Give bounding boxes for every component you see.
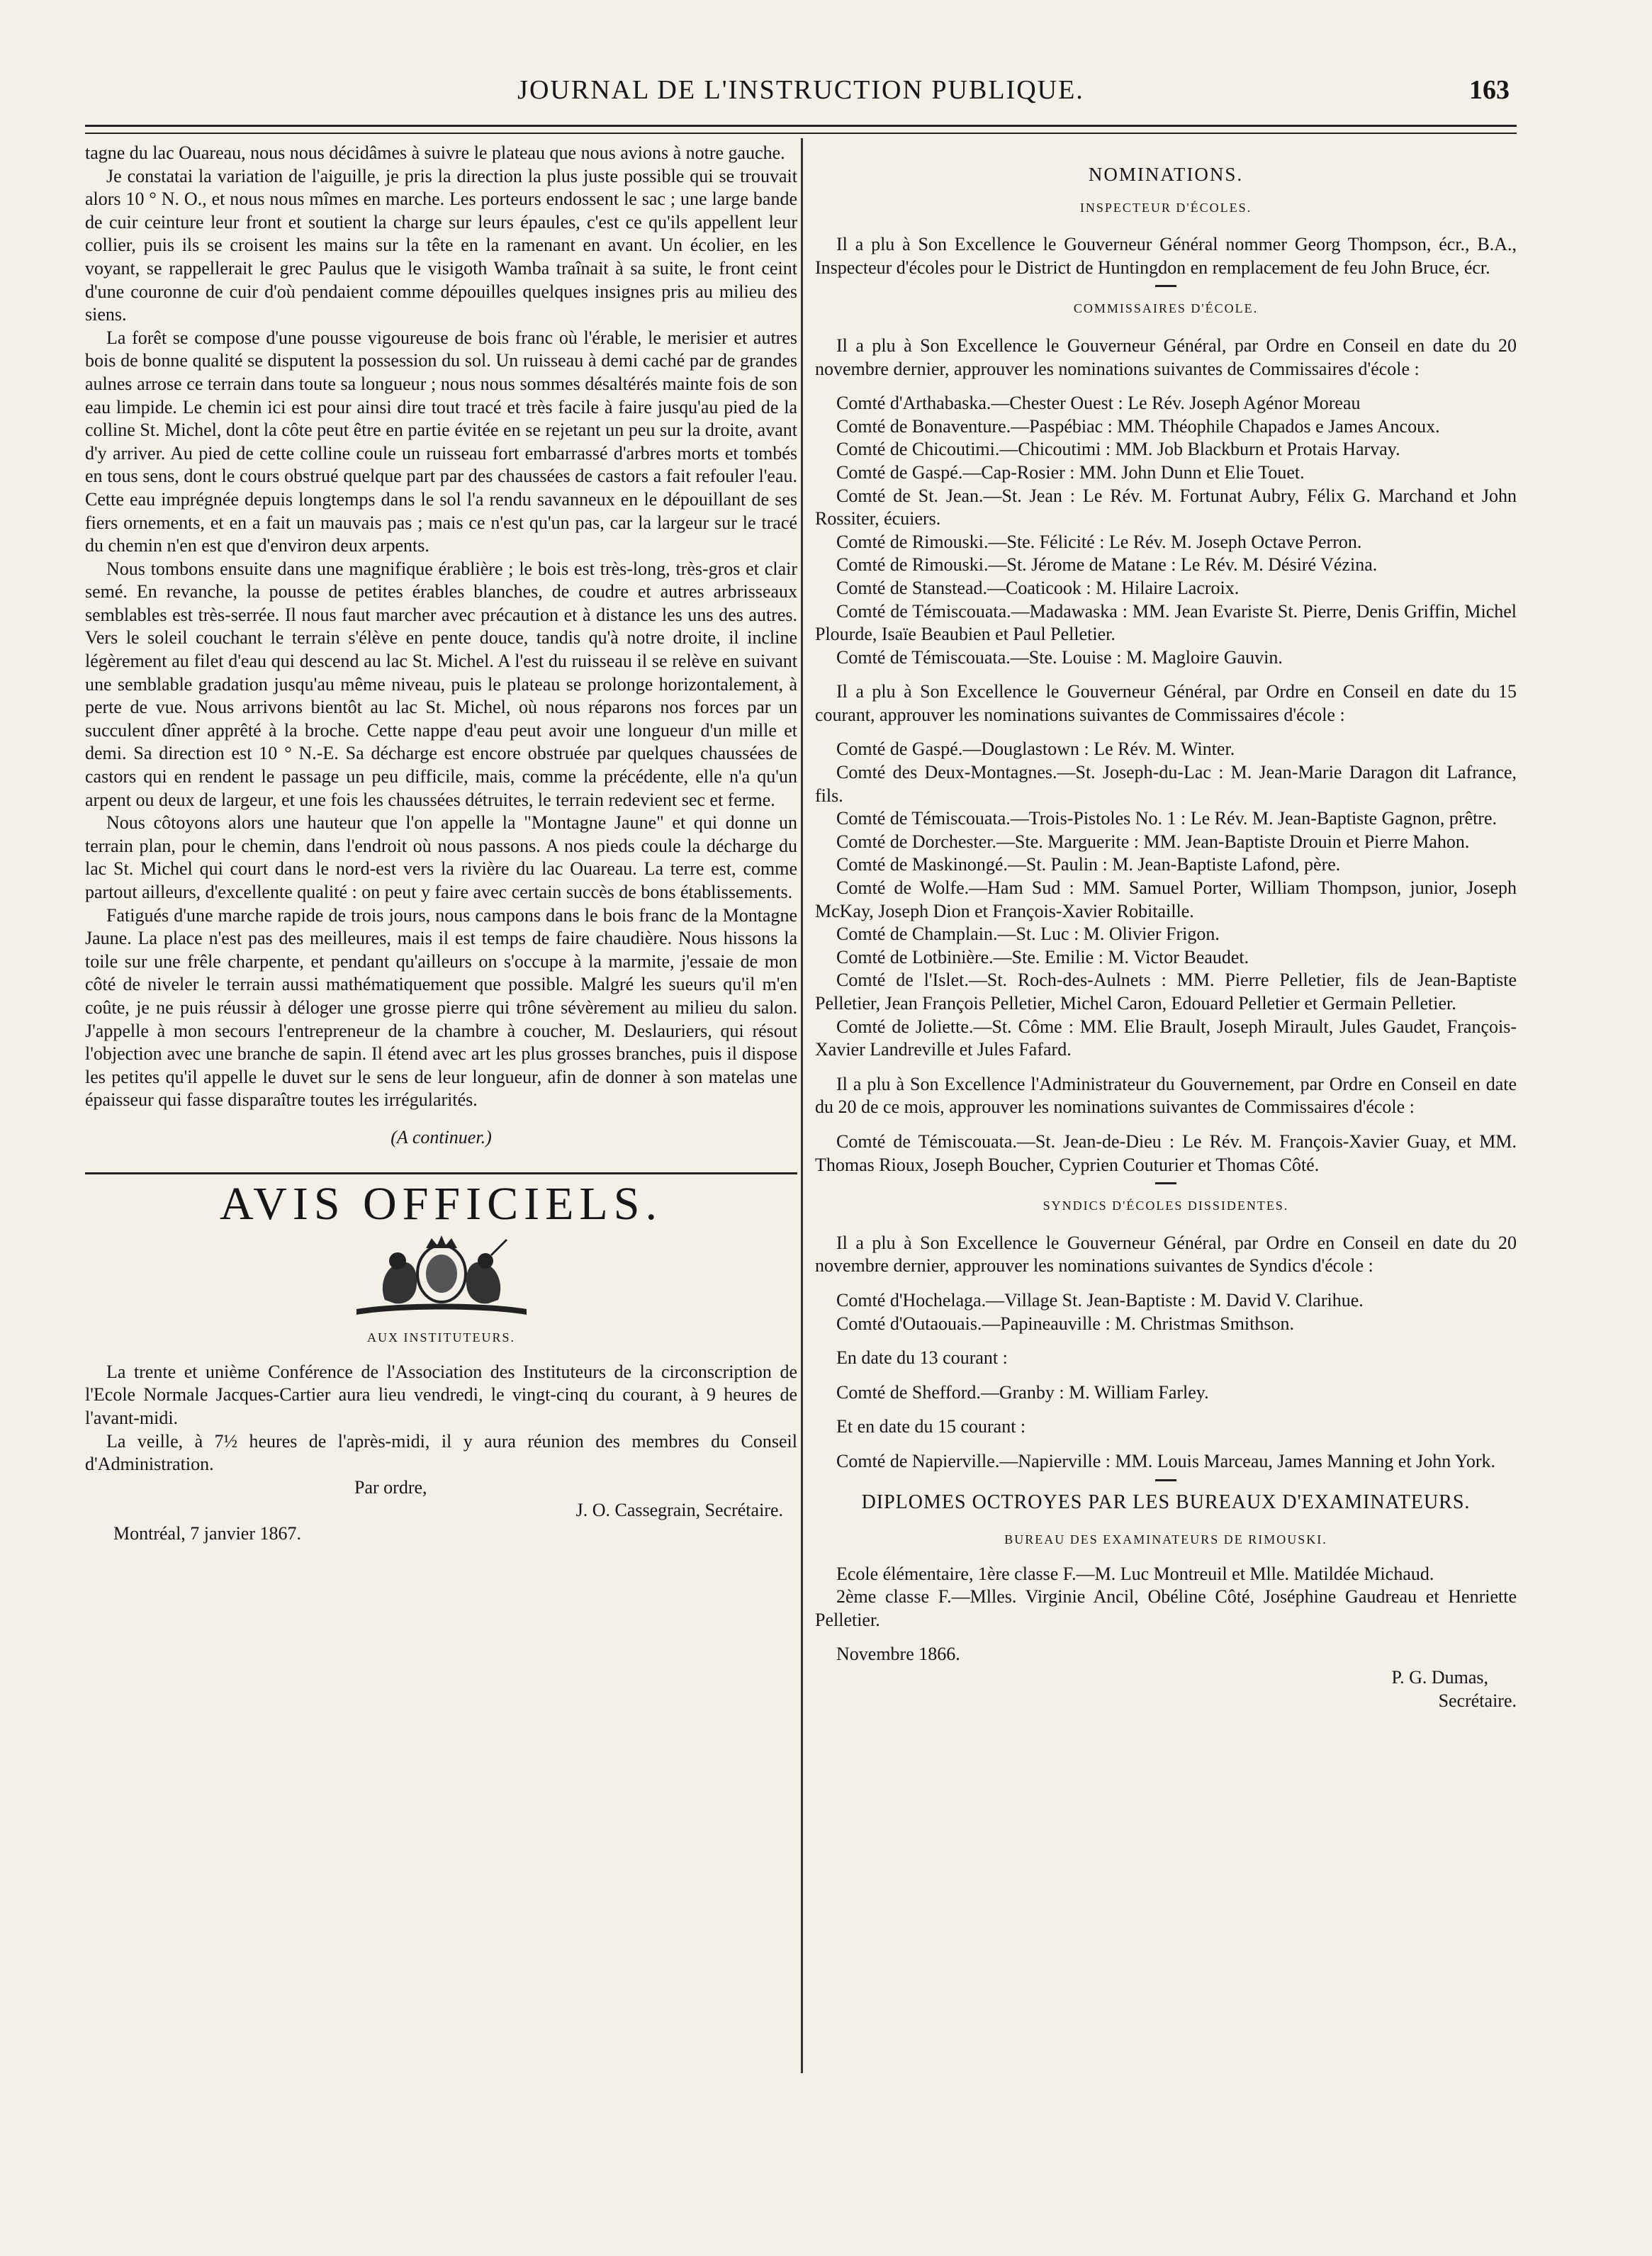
bureau-heading: BUREAU DES EXAMINATEURS DE RIMOUSKI. <box>1004 1532 1327 1547</box>
page-number: 163 <box>1469 75 1510 105</box>
nomination-item: Comté de St. Jean.—St. Jean : Le Rév. M. Fortunat Aubry, Félix G. Marchand et John Rossiter, écuiers. <box>815 485 1517 529</box>
separator-dash <box>1155 1182 1176 1184</box>
avis-date: Montréal, 7 janvier 1867. <box>113 1522 301 1544</box>
diplome-item: 2ème classe F.—Mlles. Virginie Ancil, Obéline Côté, Joséphine Gaudreau et Henriette Pelletier. <box>815 1586 1517 1630</box>
syndics-heading: SYNDICS D'ÉCOLES DISSIDENTES. <box>1043 1199 1289 1213</box>
commissaires-intro: Il a plu à Son Excellence le Gouverneur Général, par Ordre en Conseil en date du 15 courant, approuver les nominations suivantes de Commissaires d'école : <box>815 681 1517 725</box>
nomination-item: Comté de Lotbinière.—Ste. Emilie : M. Victor Beaudet. <box>836 946 1249 967</box>
left-column <box>85 142 797 1545</box>
nomination-item: Comté de Témiscouata.—Madawaska : MM. Jean Evariste St. Pierre, Denis Griffin, Michel Plourde, Isaïe Beaubien et Paul Pelletier. <box>815 600 1517 645</box>
nomination-item: Comté de Témiscouata.—Ste. Louise : M. Magloire Gauvin. <box>836 646 1283 668</box>
avis-paragraph: La trente et unième Conférence de l'Association des Instituteurs de la circonscription de l'Ecole Normale Jacques-Cartier aura lieu vendredi, le vingt-cinq du courant, à 9 heures de l'avant-midi. <box>85 1361 797 1428</box>
syndic-item: Comté d'Outaouais.—Papineauville : M. Christmas Smithson. <box>836 1313 1294 1334</box>
par-ordre: Par ordre, <box>354 1476 427 1498</box>
avis-officiels-title: AVIS OFFICIELS. <box>220 1177 663 1230</box>
to-be-continued: (A continuer.) <box>390 1126 492 1147</box>
nomination-item: Comté de Stanstead.—Coaticook : M. Hilaire Lacroix. <box>836 577 1240 598</box>
nomination-item: Comté des Deux-Montagnes.—St. Joseph-du-Lac : M. Jean-Marie Daragon dit Lafrance, fils. <box>815 762 1517 806</box>
section-rule <box>85 1172 797 1174</box>
nomination-item: Comté de Témiscouata.—Trois-Pistoles No. 1 : Le Rév. M. Jean-Baptiste Gagnon, prêtre. <box>836 808 1498 829</box>
article-paragraph: Fatigués d'une marche rapide de trois jours, nous campons dans le bois franc de la Montagne Jaune. La place n'est pas des meilleures, mais il est temps de faire chaudière. Nous hissons la toile sur une frêle charpente, et pendant qu'ailleurs on s'occupe à la marmite, j'essaie de mon côté de niveler le terrain aussi mathématiquement que possible. Malgré les sueurs qu'il m'en coûte, je ne puis réussir à déloger une grosse pierre qui trône sévèrement au milieu du salon. J'appelle à mon secours l'entrepreneur de la chambre à coucher, M. Deslauriers, qui résout l'objection avec une branche de sapin. Il étend avec art les plus grosses branches, puis il dispose les petites qu'il appelle le duvet sur le sens de leur longueur, afin de donner à son matelas une épaisseur qui fasse disparaître toutes les irrégularités. <box>85 904 797 1111</box>
syndic-item: Comté d'Hochelaga.—Village St. Jean-Baptiste : M. David V. Clarihue. <box>836 1289 1364 1311</box>
nomination-item: Comté de Rimouski.—Ste. Félicité : Le Rév. M. Joseph Octave Perron. <box>836 531 1362 552</box>
nomination-item: Comté d'Arthabaska.—Chester Ouest : Le Rév. Joseph Agénor Moreau <box>836 393 1361 414</box>
syndic-item: Comté de Shefford.—Granby : M. William Farley. <box>836 1381 1209 1403</box>
column-divider <box>801 138 803 2073</box>
article-paragraph: Nous côtoyons alors une hauteur que l'on appelle la "Montagne Jaune" et qui donne un terrain plan, pour le chemin, dans l'endroit où nous passons. A nos pieds coule la décharge du lac St. Michel qui court dans le nord-est vers la rivière du lac Ouareau. La terre est, comme partout ailleurs, d'excellente qualité : on peut y faire avec certain succès de bons établissements. <box>85 812 797 902</box>
syndic-date: En date du 13 courant : <box>836 1347 1008 1369</box>
avis-paragraph: La veille, à 7½ heures de l'après-midi, il y aura réunion des membres du Conseil d'Administration. <box>85 1430 797 1475</box>
nomination-item: Comté de Rimouski.—St. Jérome de Matane : Le Rév. M. Désiré Vézina. <box>836 554 1378 576</box>
aux-instituteurs-heading: AUX INSTITUTEURS. <box>367 1330 515 1345</box>
nomination-item: Comté de Gaspé.—Douglastown : Le Rév. M. Winter. <box>836 739 1235 760</box>
page-header <box>85 74 1517 117</box>
nomination-item: Comté de Maskinongé.—St. Paulin : M. Jean-Baptiste Lafond, père. <box>836 854 1341 875</box>
nomination-item: Comté de Chicoutimi.—Chicoutimi : MM. Job Blackburn et Protais Harvay. <box>836 439 1400 460</box>
royal-arms-emblem <box>335 1233 548 1318</box>
signature-title: Secrétaire. <box>1438 1690 1517 1711</box>
syndics-intro: Il a plu à Son Excellence le Gouverneur Général, par Ordre en Conseil en date du 20 novembre dernier, approuver les nominations suivantes de Syndics d'école : <box>815 1232 1517 1276</box>
diplomes-heading: DIPLOMES OCTROYES PAR LES BUREAUX D'EXAMINATEURS. <box>861 1491 1471 1513</box>
nomination-item: Comté de Dorchester.—Ste. Marguerite : MM. Jean-Baptiste Drouin et Pierre Mahon. <box>836 831 1470 852</box>
commissaires-heading: COMMISSAIRES D'ÉCOLE. <box>1073 301 1259 316</box>
inspecteur-text: Il a plu à Son Excellence le Gouverneur Général nommer Georg Thompson, écr., B.A., Inspecteur d'écoles pour le District de Huntingdon en remplacement de feu John Bruce, écr. <box>815 234 1517 278</box>
syndic-item: Comté de Napierville.—Napierville : MM. Louis Marceau, James Manning et John York. <box>836 1450 1496 1471</box>
article-paragraph: La forêt se compose d'une pousse vigoureuse de bois franc où l'érable, le merisier et autres bois de bonne qualité se disputent la possession du sol. Un ruisseau à demi caché par de grandes aulnes arrose ce terrain dans toute sa longueur ; nous nous sommes désaltérés mainte fois de son eau limpide. Le chemin ici est pour ainsi dire tout tracé et très facile à faire jusqu'au pied de la colline St. Michel, dont la côte peut être en partie évitée en se rejetant un peu sur la droite, avant d'y arriver. Au pied de cette colline coule un ruisseau fort embarrassé d'arbres morts et tombés en tous sens, dont le cours obstrué quelque part par des chaussées de castors a fait refouler l'eau. Cette eau imprégnée depuis longtemps dans le sol l'a rendu savanneux en le dépouillant de ses fiers ornements, et en a fait un mauvais pas ; mais ce n'est qu'un pas, car la largeur sur le tracé du chemin n'en est que d'environ deux arpents. <box>85 327 797 556</box>
avis-signature: J. O. Cassegrain, Secrétaire. <box>575 1500 783 1521</box>
right-column <box>815 142 1517 1712</box>
article-paragraph: Je constatai la variation de l'aiguille, je pris la direction la plus juste possible qui se trouvait alors 10 ° N. O., et nous nous mîmes en marche. Les porteurs endossent le sac ; une large bande de cuir ceinture leur front et soutient la charge sur leurs épaules, c'est ce qu'ils appellent leur collier, puis ils se croisent les mains sur la tête en la ramenant en avant. Un écolier, en les voyant, se rappellerait le grec Paulus que le visigoth Wamba traînait à sa suite, le front ceint d'une couronne de cuir d'où pendaient comme dépouilles quelques insignes pris au milieu des siens. <box>85 165 797 325</box>
header-rule <box>85 125 1517 134</box>
syndic-date: Et en date du 15 courant : <box>836 1416 1026 1437</box>
nomination-item: Comté de Gaspé.—Cap-Rosier : MM. John Dunn et Elie Touet. <box>836 461 1305 483</box>
nomination-item: Comté de Témiscouata.—St. Jean-de-Dieu : Le Rév. M. François-Xavier Guay, et MM. Thomas Rioux, Joseph Boucher, Cyprien Couturier et Thomas Côté. <box>815 1130 1517 1175</box>
nomination-item: Comté de l'Islet.—St. Roch-des-Aulnets : MM. Pierre Pelletier, fils de Jean-Baptiste Pelletier, Jean François Pelletier, Michel Caron, Edouard Pelletier et Germain Pelletier. <box>815 970 1517 1014</box>
diplome-date: Novembre 1866. <box>836 1644 960 1665</box>
nomination-item: Comté de Bonaventure.—Paspébiac : MM. Théophile Chapados e James Ancoux. <box>836 415 1440 437</box>
article-paragraph: tagne du lac Ouareau, nous nous décidâmes à suivre le plateau que nous avions à notre gauche. <box>85 142 785 163</box>
diplome-item: Ecole élémentaire, 1ère classe F.—M. Luc Montreuil et Mlle. Matildée Michaud. <box>836 1563 1434 1584</box>
commissaires-intro: Il a plu à Son Excellence le Gouverneur Général, par Ordre en Conseil en date du 20 novembre dernier, approuver les nominations suivantes de Commissaires d'école : <box>815 335 1517 379</box>
journal-title: JOURNAL DE L'INSTRUCTION PUBLIQUE. <box>517 75 1084 105</box>
nomination-item: Comté de Joliette.—St. Côme : MM. Elie Brault, Joseph Mirault, Jules Gaudet, François-Xavier Landreville et Jules Fafard. <box>815 1016 1517 1060</box>
inspecteur-heading: INSPECTEUR D'ÉCOLES. <box>1079 200 1252 215</box>
signature-name: P. G. Dumas, <box>1391 1667 1488 1688</box>
nominations-heading: NOMINATIONS. <box>1088 164 1244 185</box>
commissaires-intro: Il a plu à Son Excellence l'Administrateur du Gouvernement, par Ordre en Conseil en date du 20 de ce mois, approuver les nominations suivantes de Commissaires d'école : <box>815 1073 1517 1118</box>
article-paragraph: Nous tombons ensuite dans une magnifique érablière ; le bois est très-long, très-gros et clair semé. En revanche, la pousse de petites érables blanches, de coudre et autres arbrisseaux semblables est très-serrée. Il nous faut marcher avec précaution et à distance les uns des autres. Vers le soleil couchant le terrain s'élève en pente douce, tandis qu'à notre droite, il incline légèrement au filet d'eau qui descend au lac St. Michel. A l'est du ruisseau il se relève en suivant une semblable gradation jusqu'au même niveau, puis le plateau se prolonge horizontalement, à perte de vue. Nous arrivons bientôt au lac St. Michel, où nous réparons nos forces par un succulent dîner apprêté à la broche. Cette nappe d'eau peut avoir une longueur d'un mille et demi. Sa direction est 10 ° N.-E. Sa décharge est encore obstruée par quelques chaussées de castors qui en rendent le passage un peu difficile, mais, comme la précédente, elle n'a qu'un arpent ou deux de largeur, et une fois les chaussées détruites, le terrain redevient sec et ferme. <box>85 558 797 810</box>
nomination-item: Comté de Champlain.—St. Luc : M. Olivier Frigon. <box>836 924 1220 945</box>
separator-dash <box>1155 285 1176 287</box>
nomination-item: Comté de Wolfe.—Ham Sud : MM. Samuel Porter, William Thompson, junior, Joseph McKay, Joseph Dion et François-Xavier Robitaille. <box>815 877 1517 921</box>
separator-dash <box>1155 1479 1176 1481</box>
